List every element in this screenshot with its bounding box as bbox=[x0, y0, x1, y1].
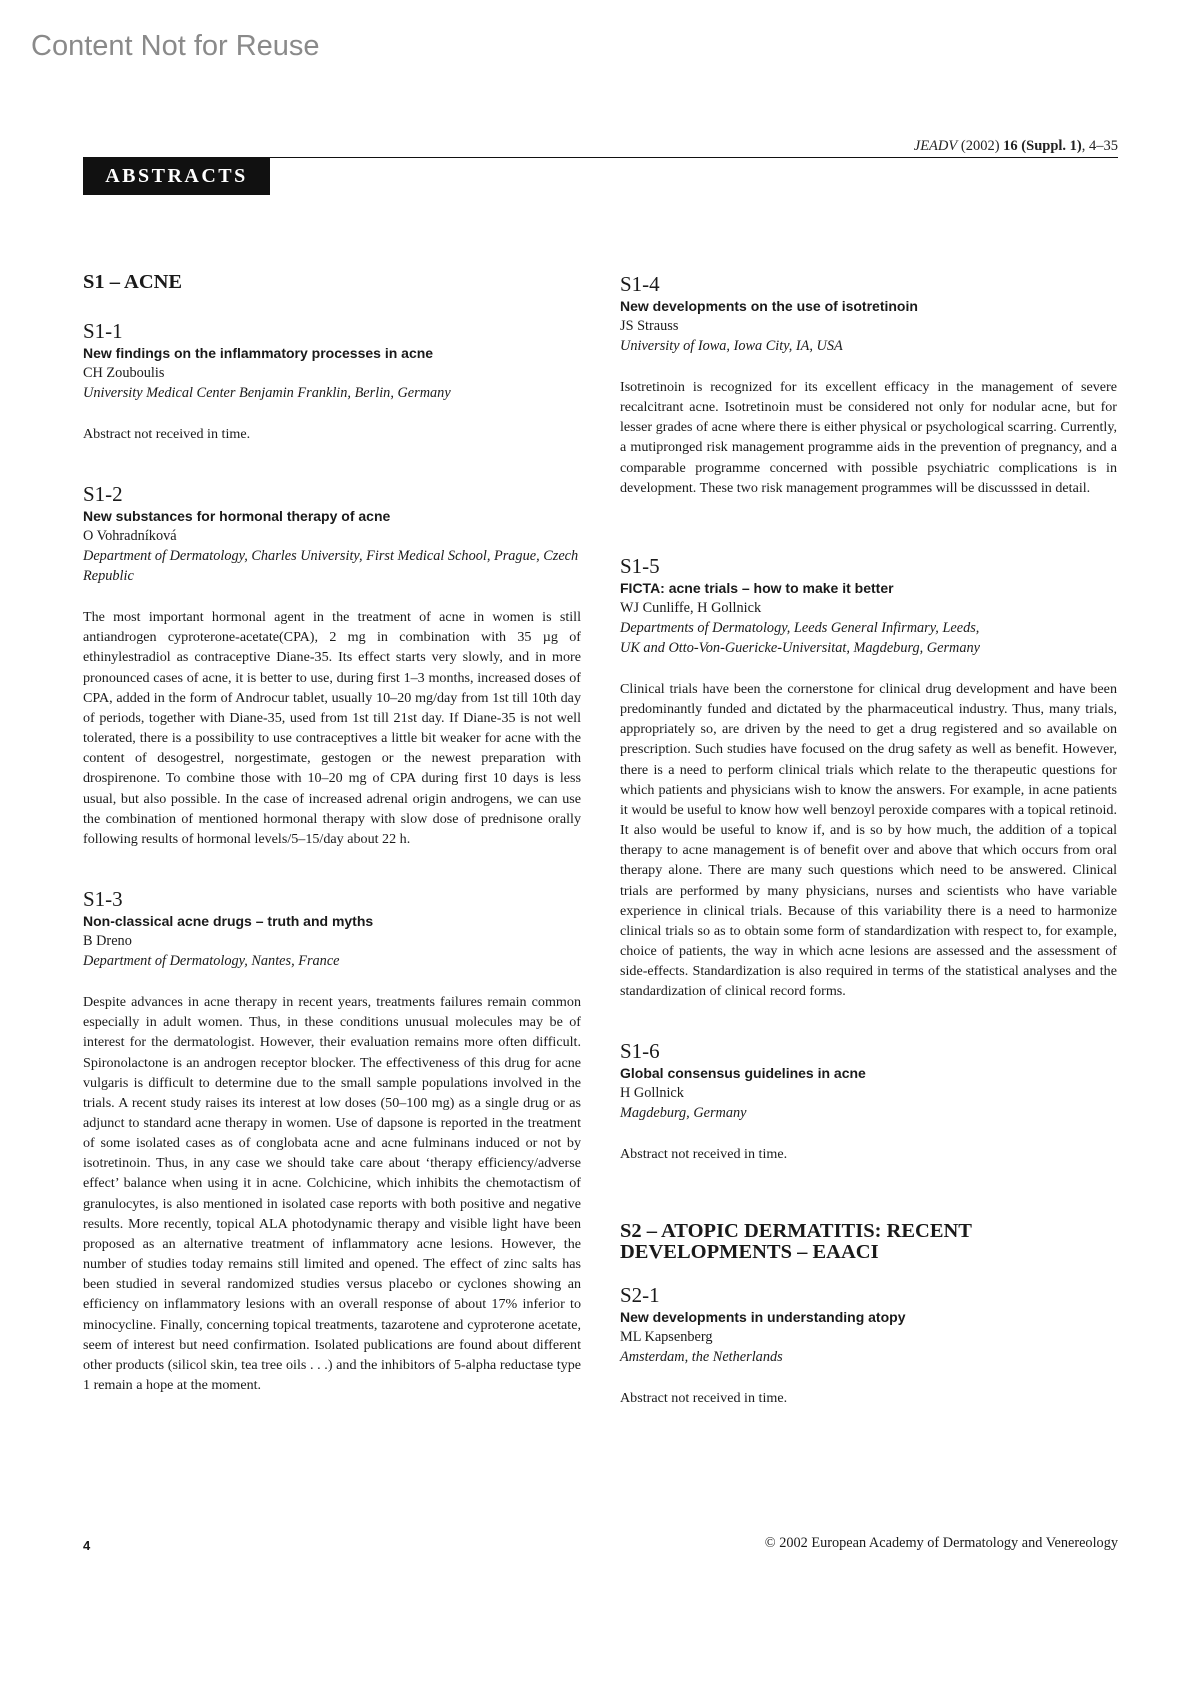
journal-reference bbox=[914, 138, 1118, 155]
abstract-code: S1-5 bbox=[620, 553, 660, 578]
abstract-title: New substances for hormonal therapy of acne bbox=[83, 508, 391, 525]
watermark: Content Not for Reuse bbox=[31, 30, 320, 62]
journal-year: (2002) bbox=[960, 138, 1000, 154]
abstract-authors: O Vohradníková bbox=[83, 528, 177, 545]
abstract-affiliation: University Medical Center Benjamin Franklin, Berlin, Germany bbox=[83, 385, 451, 401]
abstract-affiliation: Department of Dermatology, Charles University, First Medical School, Prague, Czech Republic bbox=[83, 548, 579, 585]
abstract-authors: WJ Cunliffe, H Gollnick bbox=[620, 599, 762, 616]
section-heading-s2: S2 – ATOPIC DERMATITIS: RECENT DEVELOPMENTS – EAACI bbox=[620, 1219, 972, 1263]
abstract-affiliation: Department of Dermatology, Nantes, France bbox=[83, 953, 340, 970]
abstract-code: S1-3 bbox=[83, 887, 123, 912]
abstract-affiliation: Magdeburg, Germany bbox=[620, 1105, 747, 1122]
abstract-code: S1-6 bbox=[620, 1039, 660, 1064]
abstract-s1-3 bbox=[83, 887, 581, 1395]
abstract-body: Abstract not received in time. bbox=[620, 1146, 788, 1163]
abstract-body: Isotretinoin is recognized for its excellent efficacy in the management of severe recalcitrant acne. Isotretinoin must be considered not only for nodular acne, but for lesser grades of acne where there is either physical or psychological scarring. Currently, a mutipronged risk management programme aids in the prevention of pregnancy, and a comparable programme concerned with possible psychiatric complications is in development. These two risk management programmes will be discusssed in detail. bbox=[620, 379, 1117, 496]
left-column bbox=[83, 272, 581, 1395]
abstract-body: The most important hormonal agent in the treatment of acne in women is still antiandrogen cyproterone-acetate(CPA), 2 mg in combination with 35 µg of ethinylestradiol as contraceptive Diane-35. Its effect starts very slowly, and in more pronounced cases of acne, it is better to use, during first 1–3 months, increased doses of CPA, added in the form of Androcur tablet, usually 10–20 mg/day from 1st till 10th day of periods, together with Diane-35, used from 1st till 21st day. If Diane-35 is not well tolerated, there is a possibility to use contraceptives a little bit weaker for acne with the content of desogestrel, norgestimate, gestogen or the newest preparation with drospirenone. To combine those with 10–20 mg of CPA during first 10 days is less usual, but also possible. In the case of increased adrenal origin androgens, we can use the combination of mentioned hormonal therapy with slow dose of prednisone orally following results of hormonal levels/5–15/day about 22 h. bbox=[83, 609, 581, 847]
abstract-body: Despite advances in acne therapy in recent years, treatments failures remain common especially in adult women. Thus, in these conditions unusual molecules may be of interest for the dermatologist. However, their evaluation remains more often difficult. Spironolactone is an androgen receptor blocker. The effectiveness of this drug for acne vulgaris is difficult to determine due to the small sample populations involved in the trials. A recent study raises its interest at low doses (50–100 mg) as a single drug or as adjunct to standard acne therapy in women. Use of dapsone is reported in the treatment of some isolated cases as of conglobata acne and acne fulminans induced or not by isotretinoin. Thus, in any case we should take care about ‘therapy efficiency/adverse effect’ balance when using it in acne. Colchicine, which inhibits the chemotactism of granulocytes, is also mentioned in isolated case reports with both positive and negative results. More recently, topical ALA photodynamic therapy and visible light have been proposed as an alternative treatment of inflammatory acne lesions. However, the number of studies today remains still limited and opened. The effect of zinc salts has been studied in several randomized studies versus placebo or cyclones showing an efficiency on inflammatory lesions with an overall response of about 17% inferior to minocycline. Finally, concerning topical treatments, tazarotene and cyproterone acetate, seem of interest but need confirmation. Isolated publications are found about different other products (silicol skin, tea tree oils . . .) and the inhibitors of 5-alpha reductase type 1 remain a hope at the moment. bbox=[83, 994, 581, 1393]
abstract-authors: ML Kapsenberg bbox=[620, 1328, 713, 1345]
abstract-affiliation: University of Iowa, Iowa City, IA, USA bbox=[620, 338, 843, 354]
abstract-authors: JS Strauss bbox=[620, 318, 679, 334]
abstract-affiliation: Amsterdam, the Netherlands bbox=[620, 1348, 783, 1365]
abstract-authors: B Dreno bbox=[83, 933, 132, 950]
journal-name: JEADV bbox=[913, 138, 958, 154]
abstract-s2-1 bbox=[620, 1283, 1117, 1408]
abstract-affiliation: Departments of Dermatology, Leeds General Infirmary, Leeds, UK and Otto-Von-Guericke-Universitat, Magdeburg, Germany bbox=[620, 619, 980, 656]
section-heading-s1: S1 – ACNE bbox=[83, 271, 183, 293]
abstract-code: S1-1 bbox=[83, 319, 123, 343]
abstracts-banner: ABSTRACTS bbox=[83, 158, 270, 195]
abstract-body: Abstract not received in time. bbox=[83, 426, 251, 442]
page-number: 4 bbox=[83, 1538, 91, 1553]
abstract-title: FICTA: acne trials – how to make it better bbox=[620, 579, 894, 596]
abstract-code: S1-4 bbox=[620, 272, 660, 296]
abstract-authors: H Gollnick bbox=[620, 1085, 684, 1102]
abstract-title: Global consensus guidelines in acne bbox=[620, 1065, 866, 1082]
abstract-title: New developments in understanding atopy bbox=[620, 1308, 906, 1325]
abstract-s1-6 bbox=[620, 1039, 1117, 1164]
journal-volume: 16 (Suppl. 1) bbox=[1003, 138, 1082, 154]
abstract-code: S1-2 bbox=[83, 482, 123, 507]
abstract-body: Clinical trials have been the cornerstone for clinical drug development and have been predominantly funded and dictated by the pharmaceutical industry. Thus, many trials, appropriately so, are driven by the need to get a drug registered and so available on prescription. Such studies have focused on the drug safety as well as benefit. However, there is a need to perform clinical trials which relate to the therapeutic questions for which patients and physicians wish to know the answers. For example, in acne patients it would be useful to know how well benzoyl peroxide compares with a topical retinoid. It also would be useful to know if, and is so by how much, the addition of a topical therapy to acne management is of benefit over and above that which occurs from oral therapy alone. There are many such questions which need to be answered. Clinical trials are performed by many physicians, nurses and scientists who have variable experience in clinical trials. Because of this variability there is a need to harmonize clinical trials so as to obtain some form of standardization with respect to, for example, choice of patients, the way in which acne lesions are assessed and the assessment of side-effects. Standardization is also required in terms of the statistical analyses and the standardization of clinical record forms. bbox=[620, 680, 1117, 1000]
journal-pages: , 4–35 bbox=[1081, 138, 1118, 154]
abstract-s1-1 bbox=[83, 319, 581, 444]
abstract-title: New findings on the inflammatory processes in acne bbox=[83, 345, 434, 361]
abstract-s1-4 bbox=[620, 272, 1117, 498]
abstract-s1-5 bbox=[620, 554, 1117, 1002]
abstract-title: New developments on the use of isotretinoin bbox=[620, 298, 918, 314]
abstract-title: Non-classical acne drugs – truth and myths bbox=[83, 913, 374, 930]
right-column bbox=[620, 272, 1117, 1408]
abstract-authors: CH Zouboulis bbox=[83, 365, 165, 381]
abstract-s1-2 bbox=[83, 482, 581, 849]
copyright-notice: © 2002 European Academy of Dermatology and Venereology bbox=[764, 1535, 1118, 1551]
abstract-body: Abstract not received in time. bbox=[620, 1389, 788, 1406]
abstract-code: S2-1 bbox=[620, 1282, 660, 1307]
